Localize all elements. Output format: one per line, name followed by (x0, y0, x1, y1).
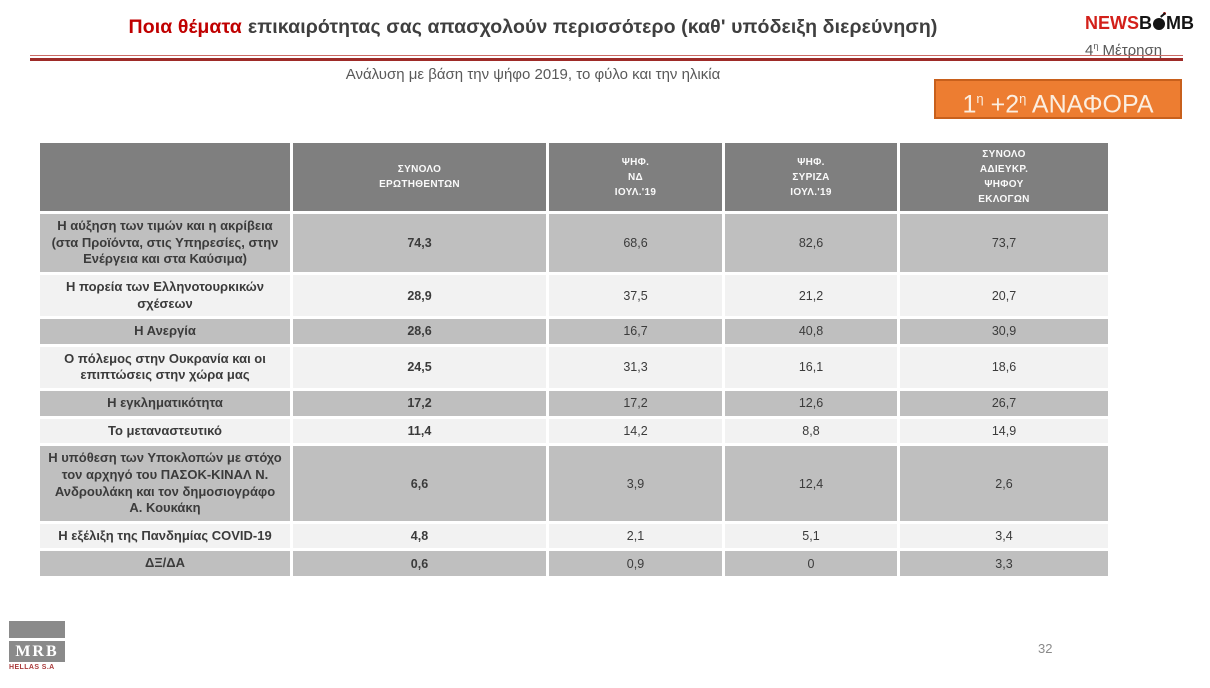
table-row (40, 391, 1108, 416)
table-row (40, 419, 1108, 444)
badge-s2: η (1019, 91, 1027, 106)
value-cell: 0 (725, 551, 897, 576)
value-cell: 40,8 (725, 319, 897, 344)
row-label: ΔΞ/ΔΑ (40, 551, 290, 576)
value-cell: 37,5 (549, 275, 722, 316)
value-cell: 2,6 (900, 446, 1108, 521)
value-cell: 11,4 (293, 419, 546, 444)
report-badge (934, 79, 1182, 119)
value-cell: 26,7 (900, 391, 1108, 416)
value-cell: 28,9 (293, 275, 546, 316)
value-cell: 16,1 (725, 347, 897, 388)
row-label: Η αύξηση των τιμών και η ακρίβεια (στα Προϊόντα, στις Υπηρεσίες, στην Ενέργεια και στα Καύσιμα) (40, 214, 290, 272)
table-row (40, 214, 1108, 272)
value-cell: 4,8 (293, 524, 546, 549)
brand-block (1085, 13, 1205, 59)
column-header: ΨΗΦ. ΝΔ ΙΟΥΛ.'19 (549, 143, 722, 211)
value-cell: 30,9 (900, 319, 1108, 344)
value-cell: 82,6 (725, 214, 897, 272)
row-label: Η εγκληματικότητα (40, 391, 290, 416)
row-label: Η εξέλιξη της Πανδημίας COVID-19 (40, 524, 290, 549)
logo-news-text: NEWS (1085, 13, 1139, 33)
table-row (40, 275, 1108, 316)
column-header: ΣΥΝΟΛΟ ΑΔΙΕΥΚΡ. ΨΗΦΟΥ ΕΚΛΟΓΩΝ (900, 143, 1108, 211)
value-cell: 3,3 (900, 551, 1108, 576)
row-label: Ο πόλεμος στην Ουκρανία και οι επιπτώσεις στην χώρα μας (40, 347, 290, 388)
table-row (40, 524, 1108, 549)
header-row (40, 143, 1108, 211)
value-cell: 68,6 (549, 214, 722, 272)
title-rest: επικαιρότητας σας απασχολούν περισσότερο (καθ' υπόδειξη διερεύνηση) (247, 16, 938, 38)
mrb-logo-text: MRB (9, 641, 65, 662)
value-cell: 18,6 (900, 347, 1108, 388)
value-cell: 17,2 (549, 391, 722, 416)
column-header: ΨΗΦ. ΣΥΡΙΖΑ ΙΟΥΛ.'19 (725, 143, 897, 211)
value-cell: 0,9 (549, 551, 722, 576)
measurement-number: 4 (1085, 42, 1094, 59)
value-cell: 16,7 (549, 319, 722, 344)
value-cell: 73,7 (900, 214, 1108, 272)
value-cell: 14,2 (549, 419, 722, 444)
value-cell: 74,3 (293, 214, 546, 272)
value-cell: 2,1 (549, 524, 722, 549)
corner-header (40, 143, 290, 211)
row-label: Η υπόθεση των Υποκλοπών με στόχο τον αρχηγό του ΠΑΣΟΚ-ΚΙΝΑΛ Ν. Ανδρουλάκη και τον δημοσιογράφο Α. Κουκάκη (40, 446, 290, 521)
value-cell: 6,6 (293, 446, 546, 521)
measurement-sup: η (1093, 41, 1099, 51)
value-cell: 12,6 (725, 391, 897, 416)
page-title (0, 16, 1066, 39)
value-cell: 21,2 (725, 275, 897, 316)
value-cell: 24,5 (293, 347, 546, 388)
value-cell: 12,4 (725, 446, 897, 521)
value-cell: 0,6 (293, 551, 546, 576)
value-cell: 28,6 (293, 319, 546, 344)
title-divider (30, 55, 1183, 61)
value-cell: 3,4 (900, 524, 1108, 549)
logo-b-text: B (1139, 13, 1152, 33)
results-table (37, 140, 1111, 579)
value-cell: 31,3 (549, 347, 722, 388)
badge-n1: 1 (962, 90, 977, 119)
value-cell: 14,9 (900, 419, 1108, 444)
badge-n2: +2 (990, 90, 1020, 119)
table-row (40, 446, 1108, 521)
mrb-logo (9, 621, 65, 671)
column-header: ΣΥΝΟΛΟ ΕΡΩΤΗΘΕΝΤΩΝ (293, 143, 546, 211)
table-row (40, 551, 1108, 576)
value-cell: 3,9 (549, 446, 722, 521)
newsbomb-logo (1085, 13, 1205, 34)
value-cell: 17,2 (293, 391, 546, 416)
row-label: Η Ανεργία (40, 319, 290, 344)
bomb-icon (1153, 18, 1165, 30)
value-cell: 5,1 (725, 524, 897, 549)
value-cell: 20,7 (900, 275, 1108, 316)
subtitle: Ανάλυση με βάση την ψήφο 2019, το φύλο και την ηλικία (345, 66, 721, 83)
table-row (40, 319, 1108, 344)
mrb-logo-subtext: HELLAS S.A (9, 664, 55, 671)
page-number: 32 (1038, 641, 1053, 656)
badge-label: ΑΝΑΦΟΡΑ (1031, 90, 1154, 119)
table-row (40, 347, 1108, 388)
value-cell: 8,8 (725, 419, 897, 444)
row-label: Το μεταναστευτικό (40, 419, 290, 444)
badge-s1: η (976, 91, 984, 106)
mrb-logo-bar (9, 621, 65, 638)
logo-mb-text: MB (1166, 13, 1194, 33)
title-highlight: Ποια θέματα (128, 16, 242, 38)
measurement-text: Μέτρηση (1102, 42, 1163, 59)
row-label: Η πορεία των Ελληνοτουρκικών σχέσεων (40, 275, 290, 316)
